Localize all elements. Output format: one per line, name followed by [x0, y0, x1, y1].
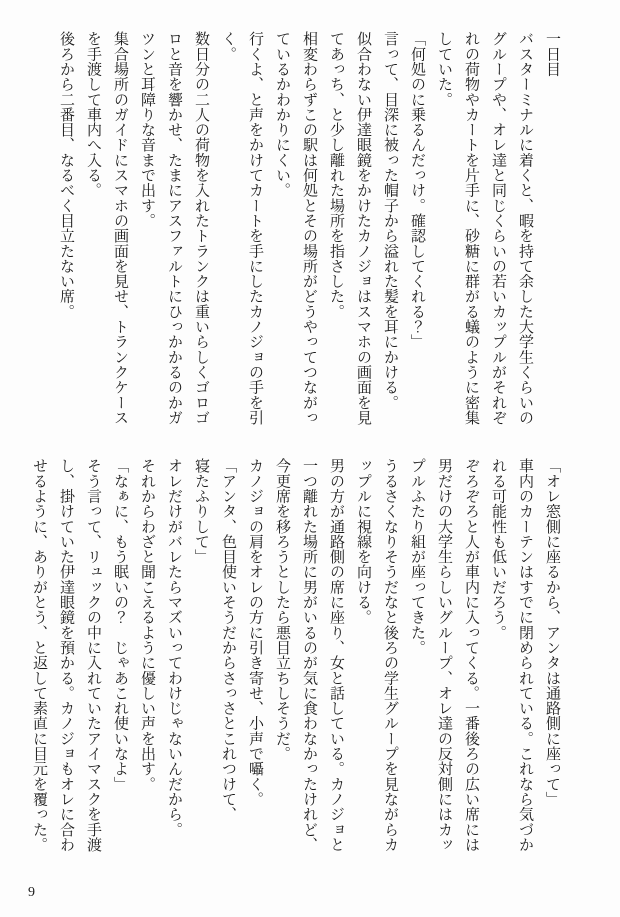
text-line: 数日分の二人の荷物を入れたトランクは重いらしくゴロゴ: [193, 31, 209, 425]
bottom-text-lines: [25, 458, 565, 856]
text-line: れの荷物やカートを片手に、砂糖に群がる蟻のように密集: [463, 31, 479, 425]
text-line: 似合わない伊達眼鏡をかけたカノジョはスマホの画面を見: [355, 31, 371, 425]
text-line: 「なぁに、もう眠いの？ じゃあこれ使いなよ」: [112, 458, 128, 792]
text-line: れる可能性も低いだろう。: [490, 458, 506, 640]
text-line: そう言って、リュックの中に入れていたアイマスクを手渡: [85, 458, 101, 852]
text-line: 寝たふりして」: [193, 458, 209, 565]
text-line: うるさくなりそうだなと後ろの学生グループを見ながらカ: [382, 458, 398, 852]
text-line: プルふたり組が座ってきた。: [409, 458, 425, 655]
top-text-block: [52, 31, 565, 429]
text-line: カノジョの肩をオレの方に引き寄せ、小声で囁く。: [247, 458, 263, 807]
text-line: ツンと耳障りな音まで出す。: [139, 31, 155, 228]
page-number: 9: [28, 885, 35, 900]
text-line: し、掛けていた伊達眼鏡を預かる。カノジョもオレに合わ: [58, 458, 74, 852]
text-line: を手渡して車内へ入る。: [85, 31, 101, 198]
text-line: それからわざと聞こえるように優しい声を出す。: [139, 458, 155, 792]
text-line: せるように、ありがとう、と返して素直に目元を覆った。: [31, 458, 47, 852]
text-line: 男の方が通路側の席に座り、女と話している。カノジョと: [328, 458, 344, 852]
text-line: ぞろぞろと人が車内に入ってくる。一番後ろの広い席には: [463, 458, 479, 852]
text-line: していた。: [436, 31, 452, 107]
text-line: 言って、目深に被った帽子から溢れた髪を耳にかける。: [382, 31, 398, 410]
text-line: 男だけの大学生らしいグループ、オレ達の反対側にはカッ: [436, 458, 452, 852]
text-line: く。: [220, 31, 236, 62]
text-line: 集合場所のガイドにスマホの画面を見せ、トランクケース: [112, 31, 128, 425]
text-line: 「何処のに乗るんだっけ。確認してくれる？」: [409, 31, 425, 350]
text-line: グループや、オレ達と同じくらいの若いカップルがそれぞ: [490, 31, 506, 425]
text-line: バスターミナルに着くと、暇を持て余した大学生くらいの: [517, 31, 533, 425]
text-line: 車内のカーテンはすでに閉められている。これなら気づか: [517, 458, 533, 852]
text-line: 「オレ窓側に座るから、アンタは通路側に座って」: [544, 458, 560, 807]
top-text-lines: [52, 31, 538, 429]
text-line: 行くよ、と声をかけてカートを手にしたカノジョの手を引: [247, 31, 263, 425]
text-line: ているかわかりにくい。: [274, 31, 290, 198]
chapter-heading: 一日目: [544, 31, 560, 77]
text-line: 後ろから二番目、なるべく目立たない席。: [58, 31, 74, 319]
text-line: 相変わらずこの駅は何処とその場所がどうやってつながっ: [301, 31, 317, 425]
text-line: 「アンタ、色目使いそうだからさっさとこれつけて、: [220, 458, 236, 822]
bottom-text-block: [25, 458, 565, 856]
text-line: 今更席を移ろうとしたら悪目立ちしそうだ。: [274, 458, 290, 761]
text-line: ップルに視線を向ける。: [355, 458, 371, 625]
text-line: 一つ離れた場所に男がいるのが気に食わなかったけれど、: [301, 458, 317, 852]
text-line: てあっち、と少し離れた場所を指さした。: [328, 31, 344, 319]
text-line: オレだけがバレたらマズいってわけじゃないんだから。: [166, 458, 182, 837]
text-line: ロと音を響かせ、たまにアスファルトにひっかかるのかガ: [166, 31, 182, 425]
